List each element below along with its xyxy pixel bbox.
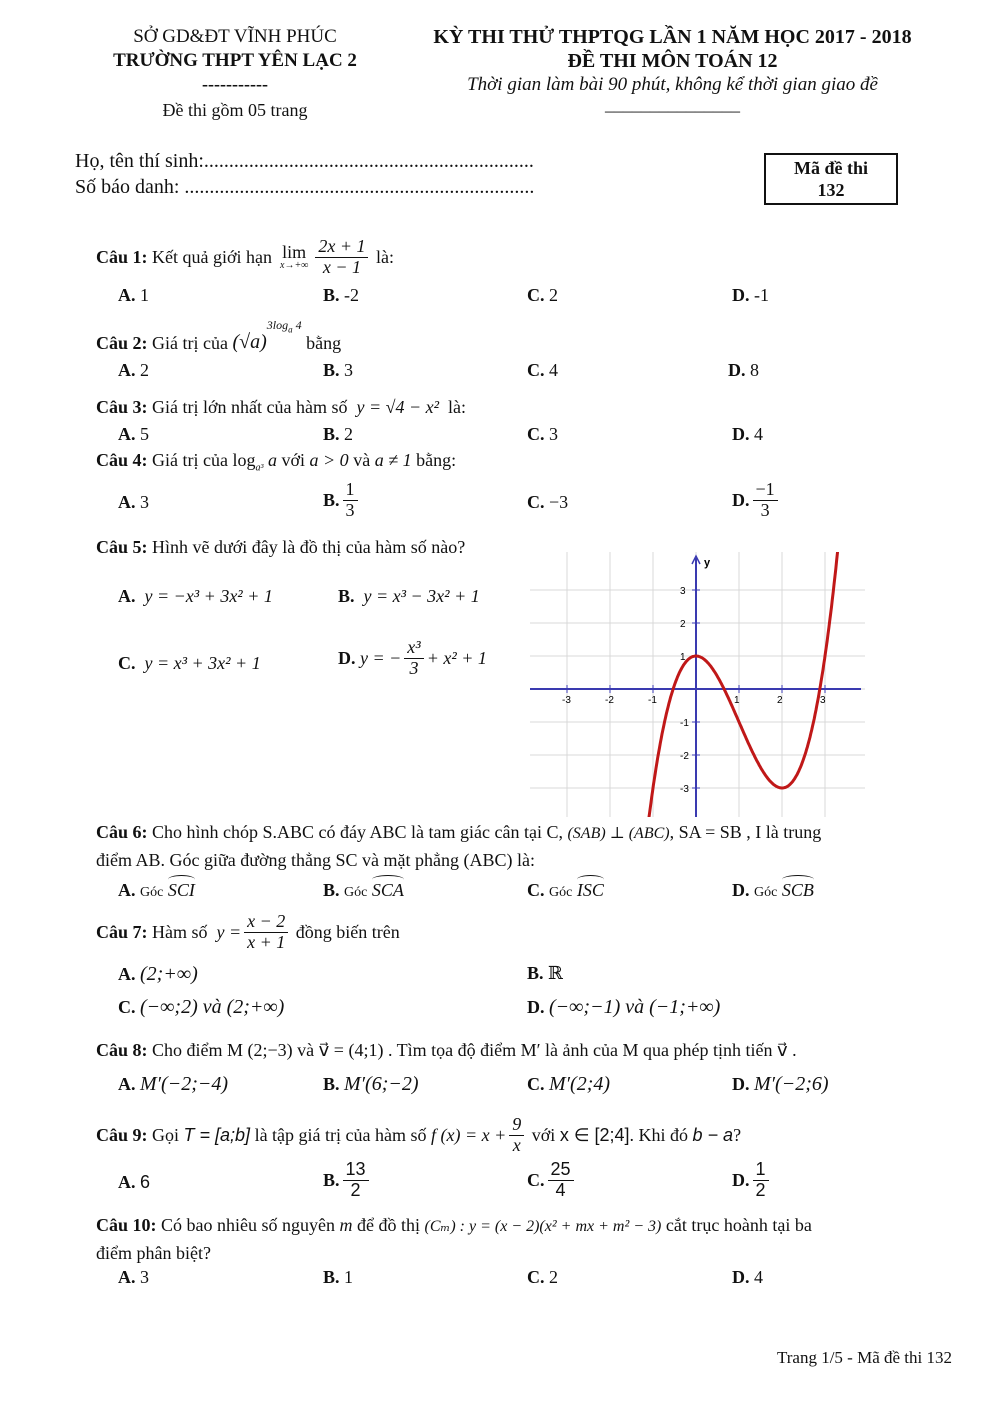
question-1-tail: là: — [375, 246, 394, 267]
question-7-numerator: x − 2 — [244, 912, 288, 933]
option-value: 4 — [754, 1267, 763, 1287]
option-letter: B. — [323, 424, 340, 444]
question-7-tail: đồng biến trên — [295, 921, 400, 942]
question-2 — [96, 318, 341, 354]
question-10 — [96, 1215, 812, 1236]
q7-option-a[interactable] — [118, 963, 198, 986]
option-value: 2 — [344, 424, 354, 444]
y-axis-label: y — [704, 557, 711, 569]
option-letter: C. — [527, 1169, 545, 1190]
y-tick-label: -1 — [680, 718, 689, 729]
exam-subject: ĐỀ THI MÔN TOÁN 12 — [567, 50, 778, 72]
option-value: 8 — [750, 360, 759, 380]
option-letter: C. — [527, 1267, 545, 1287]
y-tick-label: -3 — [680, 784, 689, 795]
question-8 — [96, 1040, 797, 1061]
option-value: 5 — [140, 424, 149, 444]
option-value: ℝ — [548, 963, 563, 983]
fraction-denominator: 3 — [345, 499, 355, 520]
exam-code-label: Mã đề thi — [794, 158, 868, 178]
option-letter: C. — [527, 492, 545, 512]
question-9-ask: b − a — [692, 1124, 734, 1145]
option-value: 4 — [754, 424, 763, 444]
fraction-numerator: 25 — [548, 1160, 574, 1181]
question-5-text: Hình vẽ dưới đây là đồ thị của hàm số nào? — [152, 537, 466, 557]
q4-option-d[interactable] — [732, 480, 781, 521]
option-value: 4 — [549, 360, 558, 380]
fraction-denominator: 3 — [760, 499, 770, 520]
x-tick-label: -3 — [562, 695, 571, 706]
option-letter: C. — [118, 997, 136, 1017]
option-prefix: Góc — [754, 885, 778, 900]
q10-option-c[interactable] — [527, 1267, 558, 1288]
question-4-and: và — [353, 450, 371, 470]
y-tick-label: -2 — [680, 751, 689, 762]
question-2-exponent — [267, 318, 302, 334]
q1-option-b[interactable] — [323, 285, 359, 306]
question-6-text2: , SA = SB , I là trung — [669, 822, 822, 842]
question-1-lim: lim — [282, 242, 307, 262]
q2-option-d[interactable] — [728, 360, 759, 381]
question-4-log: log — [232, 450, 256, 470]
option-letter: C. — [527, 424, 545, 444]
question-2-tail: bằng — [306, 333, 342, 353]
option-value: (2;+∞) — [140, 963, 198, 985]
option-letter: C. — [118, 653, 136, 673]
option-value: −3 — [549, 492, 569, 512]
q5-option-d[interactable] — [338, 638, 487, 679]
option-letter: D. — [732, 880, 750, 900]
question-6-number: Câu 6: — [96, 822, 148, 842]
function-graph — [530, 552, 865, 817]
q9-option-c[interactable] — [527, 1160, 577, 1201]
q3-option-c[interactable] — [527, 424, 558, 445]
option-letter: D. — [732, 489, 750, 510]
option-value: 3 — [140, 492, 149, 512]
q8-option-d[interactable] — [732, 1073, 829, 1096]
option-value: 2 — [549, 1267, 558, 1287]
fraction-numerator: 1 — [753, 1160, 769, 1181]
option-value: M′(−2;−4) — [140, 1073, 229, 1095]
question-9-domain: x ∈ [2;4] — [559, 1124, 630, 1145]
option-letter: C. — [527, 1074, 545, 1094]
question-3-number: Câu 3: — [96, 397, 148, 417]
option-value: (−∞;−1) và (−1;+∞) — [549, 996, 721, 1018]
question-9-text2: là tập giá trị của hàm số — [254, 1124, 427, 1145]
question-4 — [96, 450, 456, 474]
question-10-number: Câu 10: — [96, 1215, 157, 1235]
question-7 — [96, 908, 400, 956]
option-value-pre: y = − — [360, 647, 402, 668]
fraction-numerator: x³ — [404, 638, 423, 659]
question-10-m: m — [339, 1215, 353, 1235]
question-9-text4: . Khi đó — [629, 1124, 689, 1145]
option-value: (−∞;2) và (2;+∞) — [140, 996, 285, 1018]
question-2-number: Câu 2: — [96, 333, 148, 353]
fraction-numerator: 1 — [343, 480, 358, 501]
exam-title: KỲ THI THỬ THPTQG LẦN 1 NĂM HỌC 2017 - 2018 — [433, 26, 912, 48]
q6-option-a[interactable] — [118, 880, 195, 901]
question-1-text: Kết quả giới hạn — [152, 246, 273, 267]
exam-code-box — [764, 153, 898, 205]
question-9-denominator: x — [512, 1134, 521, 1155]
option-value: M′(2;4) — [549, 1073, 611, 1095]
q1-option-c[interactable] — [527, 285, 558, 306]
q4-option-c[interactable] — [527, 492, 568, 513]
option-value: 1 — [344, 1267, 354, 1287]
question-7-text: Hàm số — [152, 921, 208, 942]
option-value: 3 — [344, 360, 354, 380]
q5-option-a[interactable] — [118, 586, 273, 607]
question-1-lim-sub: x→+∞ — [280, 260, 309, 271]
option-prefix: Góc — [140, 885, 164, 900]
q9-option-d[interactable] — [732, 1160, 772, 1201]
angle-value: ISC — [576, 880, 604, 900]
x-tick-label: -2 — [605, 695, 614, 706]
question-6 — [96, 822, 821, 843]
option-letter: A. — [118, 1074, 136, 1094]
q10-option-a[interactable] — [118, 1267, 149, 1288]
option-value: M′(6;−2) — [344, 1073, 419, 1095]
q6-option-d[interactable] — [732, 880, 814, 901]
question-3-expr: y = √4 − x² — [356, 397, 440, 417]
q9-option-a[interactable] — [118, 1172, 150, 1193]
question-1-numerator: 2x + 1 — [315, 237, 368, 258]
option-letter: A. — [118, 424, 136, 444]
question-1 — [96, 232, 394, 282]
option-value: 1 — [140, 285, 149, 305]
option-letter: D. — [338, 647, 356, 668]
q5-option-c[interactable] — [118, 653, 261, 674]
q2-option-b[interactable] — [323, 360, 353, 381]
q9-option-b[interactable] — [323, 1160, 372, 1201]
question-7-denominator: x + 1 — [247, 931, 286, 952]
y-tick-label: 2 — [680, 619, 686, 630]
x-tick-label: -1 — [648, 695, 657, 706]
option-letter: D. — [728, 360, 746, 380]
option-letter: B. — [323, 1267, 340, 1287]
exp-sub: a — [288, 324, 293, 335]
option-value: M′(−2;6) — [754, 1073, 829, 1095]
question-6-text: Cho hình chóp S.ABC có đáy ABC là tam giác cân tại C, — [152, 822, 563, 842]
question-10-text2: để đồ thị — [357, 1215, 420, 1235]
question-8-text: Cho điểm M (2;−3) và v⃗ = (4;1) . Tìm tọa độ điểm M′ là ảnh của M qua phép tịnh tiến v⃗ . — [152, 1040, 797, 1060]
question-4-cond2: a ≠ 1 — [374, 450, 412, 470]
option-letter: B. — [323, 1169, 340, 1190]
question-1-denominator: x − 1 — [322, 256, 361, 277]
question-7-y: y = — [216, 921, 242, 942]
fraction-numerator: 13 — [343, 1160, 369, 1181]
function-curve — [647, 552, 839, 817]
q4-option-a[interactable] — [118, 492, 149, 513]
q3-option-b[interactable] — [323, 424, 353, 445]
fraction-denominator: 3 — [409, 657, 419, 678]
angle-value: SCI — [167, 880, 195, 900]
student-id-field: Số báo danh: ...................................................................... — [75, 176, 535, 198]
question-10-text1: Có bao nhiêu số nguyên — [161, 1215, 335, 1235]
option-value: y = x³ + 3x² + 1 — [144, 653, 261, 673]
q8-option-b[interactable] — [323, 1073, 419, 1096]
q1-option-d[interactable] — [732, 285, 769, 306]
school-department: SỞ GD&ĐT VĨNH PHÚC — [133, 26, 337, 47]
question-4-with: với — [281, 450, 306, 470]
option-letter: C. — [527, 360, 545, 380]
option-letter: C. — [527, 880, 545, 900]
page-footer: Trang 1/5 - Mã đề thi 132 — [776, 1348, 952, 1367]
q3-option-d[interactable] — [732, 424, 763, 445]
question-9-qmark: ? — [733, 1124, 742, 1145]
option-value: 3 — [140, 1267, 149, 1287]
exam-time: Thời gian làm bài 90 phút, không kể thời gian giao đề — [467, 74, 878, 95]
question-1-number: Câu 1: — [96, 246, 148, 267]
question-2-expr: (√a) — [232, 331, 267, 353]
fraction-denominator: 2 — [755, 1179, 766, 1200]
question-10-text3: cắt trục hoành tại ba — [665, 1215, 812, 1235]
option-letter: A. — [118, 586, 136, 606]
exp-tail: 4 — [295, 318, 302, 332]
q3-option-a[interactable] — [118, 424, 149, 445]
option-letter: B. — [323, 1074, 340, 1094]
question-4-log-base: a³ — [255, 462, 264, 474]
question-9-text1: Gọi — [152, 1124, 180, 1145]
option-letter: A. — [118, 1267, 136, 1287]
x-tick-label: 1 — [734, 695, 740, 706]
option-prefix: Góc — [549, 885, 573, 900]
question-4-cond1: a > 0 — [309, 450, 349, 470]
question-6-perp: (SAB) ⊥ (ABC) — [567, 825, 670, 842]
fraction-denominator: 4 — [555, 1179, 566, 1200]
x-tick-label: 2 — [777, 695, 783, 706]
q8-option-a[interactable] — [118, 1073, 228, 1096]
question-6-line2: điểm AB. Góc giữa đường thẳng SC và mặt phẳng (ABC) là: — [96, 850, 535, 870]
option-value: 2 — [549, 285, 558, 305]
question-8-number: Câu 8: — [96, 1040, 148, 1060]
option-letter: D. — [732, 1074, 750, 1094]
page-count: Đề thi gồm 05 trang — [162, 100, 308, 120]
question-9 — [96, 1110, 741, 1160]
option-letter: A. — [118, 360, 136, 380]
header-divider-right: _______________ — [605, 94, 740, 114]
q7-option-c[interactable] — [118, 996, 284, 1019]
question-4-text: Giá trị của — [152, 450, 228, 470]
exam-code-value: 132 — [817, 180, 845, 200]
question-9-numerator: 9 — [509, 1115, 524, 1136]
option-letter: B. — [323, 489, 340, 510]
option-value: 3 — [549, 424, 558, 444]
option-letter: B. — [527, 963, 544, 983]
angle-value: SCA — [371, 880, 404, 900]
question-9-function: f (x) = x + — [431, 1124, 507, 1145]
option-letter: A. — [118, 492, 136, 512]
header-divider-left: ----------- — [202, 74, 268, 94]
y-tick-label: 3 — [680, 586, 686, 597]
question-5-number: Câu 5: — [96, 537, 148, 557]
question-2-text: Giá trị của — [152, 333, 228, 353]
question-3 — [96, 397, 466, 418]
option-letter: D. — [527, 997, 545, 1017]
q7-option-d[interactable] — [527, 996, 720, 1019]
option-letter: A. — [118, 1172, 136, 1192]
question-5 — [96, 537, 465, 558]
option-letter: D. — [732, 285, 750, 305]
q5-option-b[interactable] — [338, 586, 480, 607]
option-letter: C. — [527, 285, 545, 305]
option-letter: D. — [732, 424, 750, 444]
option-letter: A. — [118, 964, 136, 984]
q7-option-b[interactable] — [527, 963, 563, 984]
q1-option-a[interactable] — [118, 285, 149, 306]
question-9-text3: với — [531, 1124, 556, 1145]
question-3-tail: là: — [448, 397, 467, 417]
option-value: 6 — [140, 1172, 151, 1192]
question-4-tail: bằng: — [416, 450, 457, 470]
option-value-post: + x² + 1 — [426, 647, 487, 668]
option-prefix: Góc — [344, 885, 368, 900]
question-9-set: T = [a;b] — [183, 1124, 251, 1145]
option-value: y = −x³ + 3x² + 1 — [144, 586, 273, 606]
y-tick-label: 1 — [680, 652, 686, 663]
q6-option-b[interactable] — [323, 880, 404, 901]
option-letter: B. — [338, 586, 355, 606]
exp-base: 3log — [266, 318, 289, 332]
student-name-field: Họ, tên thí sinh:.................................................................. — [75, 150, 534, 172]
option-letter: A. — [118, 880, 136, 900]
fraction-denominator: 2 — [350, 1179, 361, 1200]
option-letter: B. — [323, 880, 340, 900]
angle-value: SCB — [781, 880, 814, 900]
option-value: -2 — [344, 285, 360, 305]
x-tick-label: 3 — [820, 695, 826, 706]
question-9-number: Câu 9: — [96, 1124, 148, 1145]
q10-option-d[interactable] — [732, 1267, 763, 1288]
q8-option-c[interactable] — [527, 1073, 610, 1096]
school-name: TRƯỜNG THPT YÊN LẠC 2 — [113, 50, 357, 71]
option-letter: D. — [732, 1169, 750, 1190]
question-3-text: Giá trị lớn nhất của hàm số — [152, 397, 348, 417]
question-4-log-arg: a — [268, 450, 277, 470]
q4-option-b[interactable] — [323, 480, 361, 521]
q2-option-a[interactable] — [118, 360, 149, 381]
option-letter: D. — [732, 1267, 750, 1287]
option-value: y = x³ − 3x² + 1 — [363, 586, 480, 606]
q2-option-c[interactable] — [527, 360, 558, 381]
q10-option-b[interactable] — [323, 1267, 353, 1288]
question-4-number: Câu 4: — [96, 450, 148, 470]
question-7-number: Câu 7: — [96, 921, 148, 942]
option-value: 2 — [140, 360, 149, 380]
q6-option-c[interactable] — [527, 880, 604, 901]
question-10-curve: (Cₘ) : y = (x − 2)(x² + mx + m² − 3) — [424, 1218, 662, 1235]
option-value: -1 — [754, 285, 769, 305]
option-letter: B. — [323, 285, 340, 305]
option-letter: B. — [323, 360, 340, 380]
option-letter: A. — [118, 285, 136, 305]
fraction-numerator: −1 — [753, 480, 778, 501]
question-10-line2: điểm phân biệt? — [96, 1243, 211, 1263]
